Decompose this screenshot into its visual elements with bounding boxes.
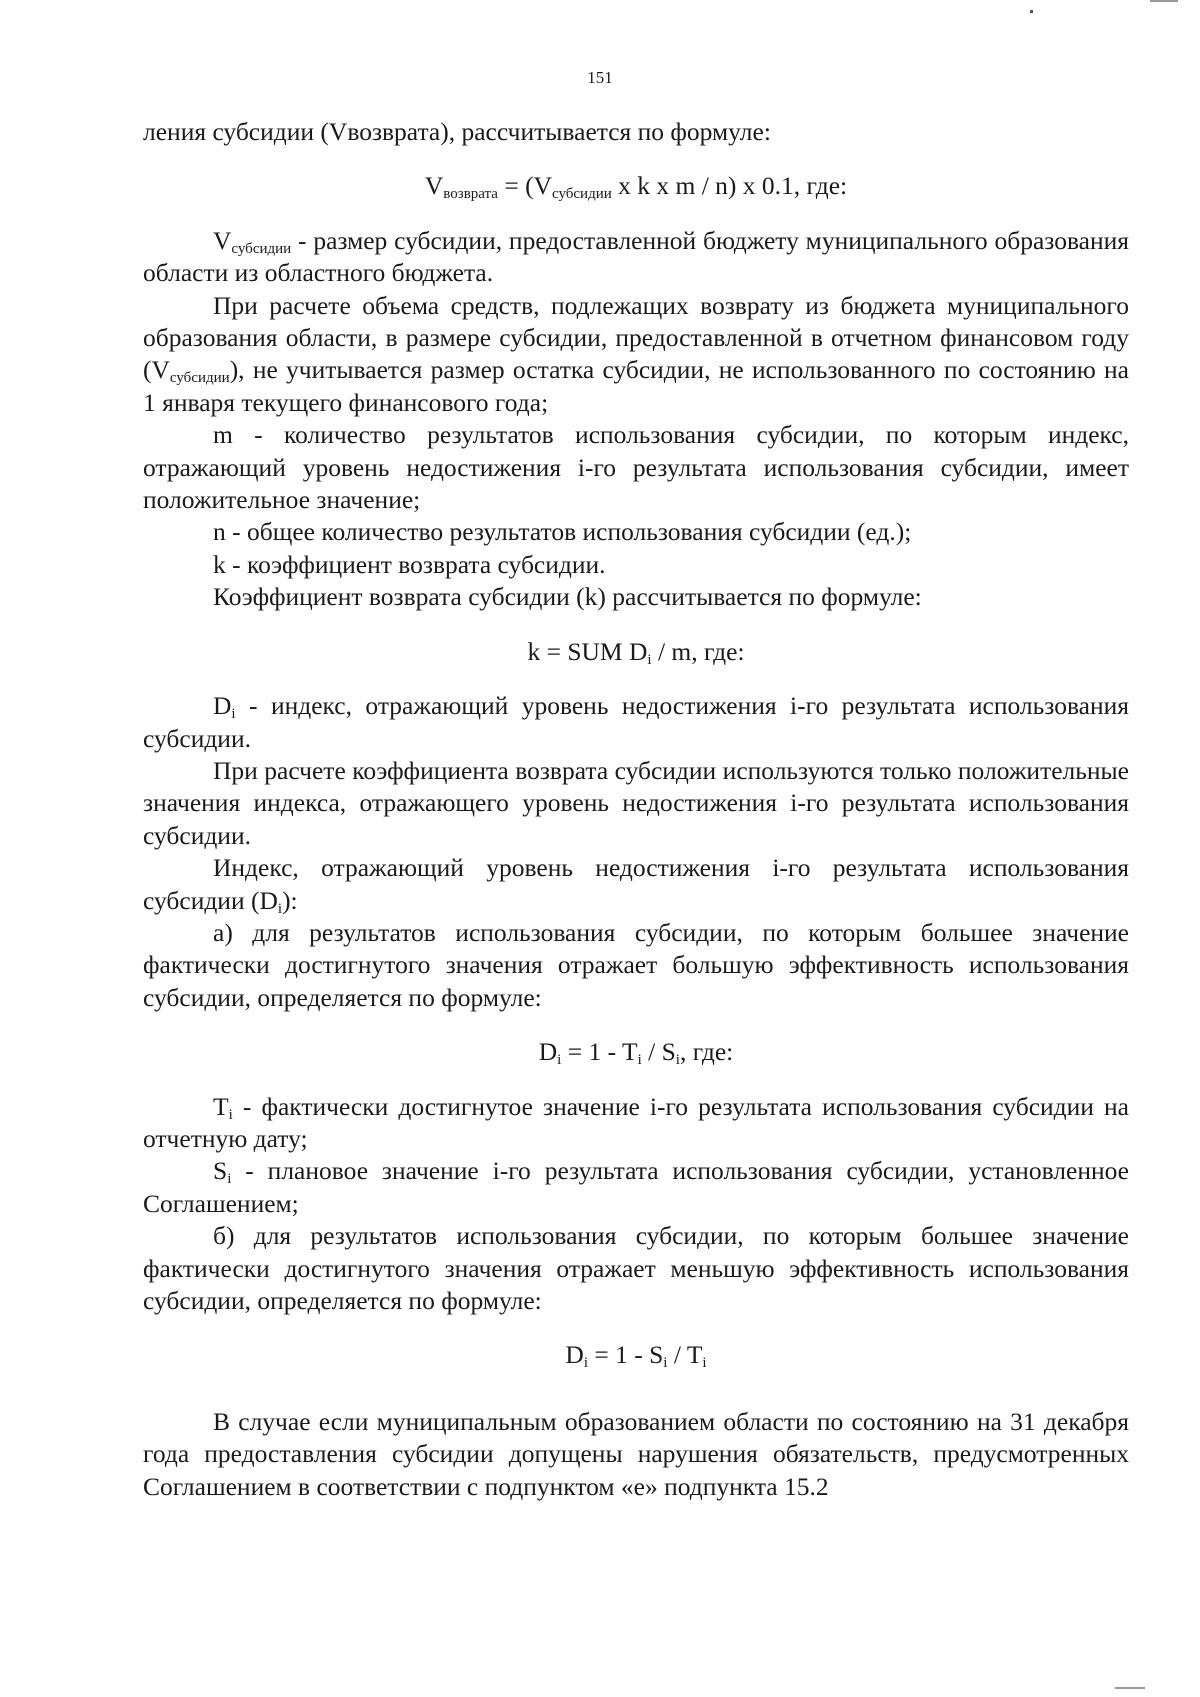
paragraph-positive-values: При расчете коэффициента возврата субсидии используются только положительные значения индекса, отражающего уровень недостижения i-го результата использования субсидии. (143, 755, 1129, 850)
formula-k: k = SUM $D_i$ / m, где: (527, 636, 745, 668)
paragraph-case-a: а) для результатов использования субсидии, по которым большее значение фактически достигнутого значения отражает большую эффективность использования субсидии, определяется по формуле: (143, 917, 1129, 1012)
definition-m: m - количество результатов использования субсидии, по которым индекс, отражающий уровень недостижения i-го результата использования субсидии, имеет положительное значение; (143, 420, 1129, 515)
paragraph-calculation-note: При расчете объема средств, подлежащих возврату из бюджета муниципального образования области, в размере субсидии, предоставленной в отчетном финансовом году $(V_{субсидии})$, не учитывается размер остатка субсидии, не использованного по состоянию на 1 января текущего финансового года; (143, 290, 1129, 417)
definition-k: k - коэффициент возврата субсидии. (213, 549, 606, 579)
formula-v-return: $V_{возврата} = (V_{субсидии}$ x k x m / n) x 0.1, где: (424, 171, 848, 203)
definition-t: $T_i$ - фактически достигнутое значение i-го результата использования субсидии на отчетную дату; (143, 1091, 1129, 1153)
paragraph-continuation: ления субсидии (Vвозврата), рассчитывается по формуле: (143, 117, 771, 146)
paragraph-case-b: б) для результатов использования субсидии, по которым большее значение фактически достигнутого значения отражает меньшую эффективность использования субсидии, определяется по формуле: (143, 1221, 1129, 1315)
formula-d-case-b: $D_i = 1 - S_i / T_i$ (565, 1340, 707, 1372)
definition-n: n - общее количество результатов использования субсидии (ед.); (213, 517, 912, 547)
scan-speck (1030, 10, 1033, 13)
paragraph-index-intro: Индекс, отражающий уровень недостижения i-го результата использования субсидии $(D_i)$: (143, 853, 1129, 917)
definition-v-subsidy: $V_{субсидии}$ - размер субсидии, предоставленной бюджету муниципального образования области из областного бюджета. (143, 225, 1129, 288)
definition-s: $S_i$ - плановое значение i-го результата использования субсидии, установленное Соглашением; (143, 1156, 1129, 1218)
formula-d-case-a: $D_i = 1 - T_i / S_i$, где: (538, 1037, 734, 1069)
document-body (143, 116, 1129, 1503)
scan-speck (1115, 1687, 1145, 1689)
definition-d: $D_i$ - индекс, отражающий уровень недостижения i-го результата использования субсидии. (143, 691, 1129, 753)
paragraph-violations: В случае если муниципальным образованием области по состоянию на 31 декабря года предоставления субсидии допущены нарушения обязательств, предусмотренных Соглашением в соответствии с подпунктом «е» подпункта 15.2 (143, 1406, 1129, 1501)
paragraph-k-formula-intro: Коэффициент возврата субсидии (k) рассчитывается по формуле: (213, 582, 922, 612)
page-number: 151 (587, 68, 613, 87)
scan-speck (1150, 0, 1178, 2)
